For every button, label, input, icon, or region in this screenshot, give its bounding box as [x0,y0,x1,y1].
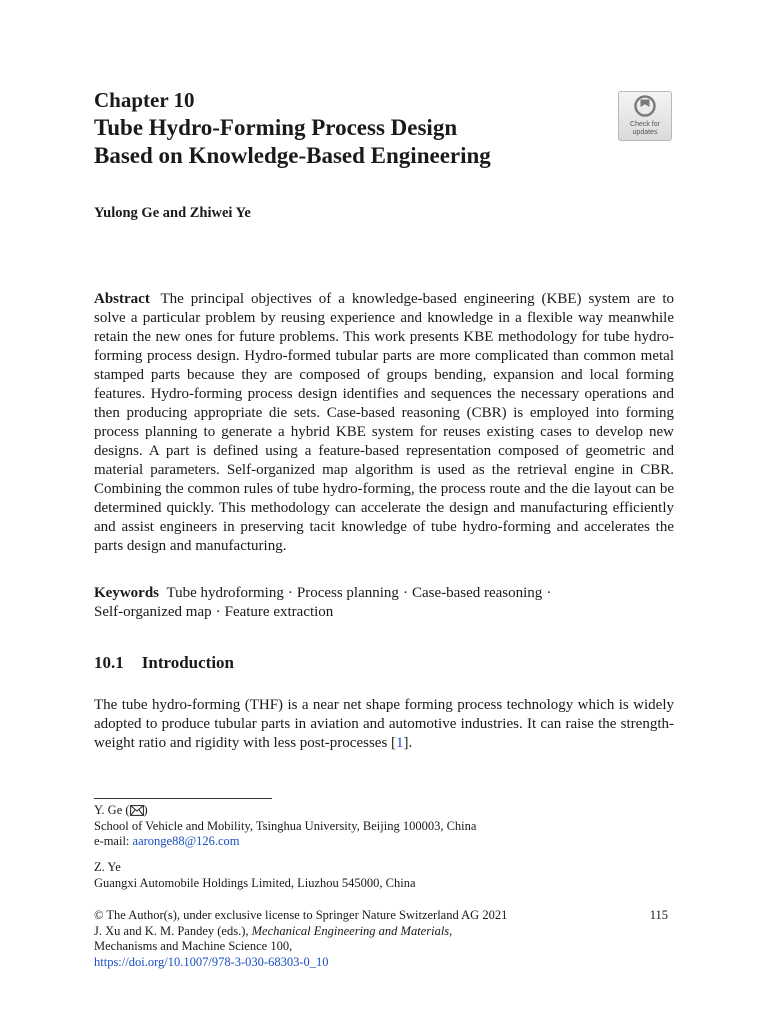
paper-page [94,0,674,1024]
footnote-divider [94,798,272,799]
keyword-item: Tube hydroforming [166,585,284,601]
author-footnote-2 [94,860,674,891]
copyright-line: © The Author(s), under exclusive license to Springer Nature Switzerland AG 2021 [94,908,508,922]
chapter-label: Chapter 10 [94,88,195,112]
doi-link[interactable]: https://doi.org/10.1007/978-3-030-68303-0_10 [94,954,329,969]
keywords [94,584,674,622]
citation-link[interactable]: 1 [396,735,404,751]
envelope-icon [130,805,144,816]
email-link[interactable]: aaronge88@126.com [132,834,240,848]
abstract-text: The principal objectives of a knowledge-based engineering (KBE) system are to solve a particular problem by reusing experience and knowledge in a flexible way meanwhile retain the new ones for future problems. This work presents KBE methodology for tube hydro-forming process design. Hydro-formed tubular parts are more complicated than common metal stamped parts because they are composed of groups bending, expansion and local forming features. Hydro-forming process design identifies and sequences the necessary operations and then producing appropriate die sets. Case-based reasoning (CBR) is employed into forming process planning to generate a hybrid KBE system for reuses existing cases to develop new designs. A part is defined using a feature-based representation composed of geometric and material parameters. Self-organized map algorithm is used as the retrieval engine in CBR. Combining the common rules of tube hydro-forming, the process route and the die layout can be determined quickly. This methodology can accelerate the design and manufacturing efficiently and assist engineers in preserving tacit knowledge of tube hydro-forming and accelerates the parts design and manufacturing. [94,291,674,554]
check-for-updates-label: Check for updates [630,121,660,136]
editors-line: J. Xu and K. M. Pandey (eds.), Mechanical Engineering and Materials, [94,923,453,938]
chapter-title [94,114,594,170]
footnote-affiliation: School of Vehicle and Mobility, Tsinghua University, Beijing 100003, China [94,818,477,833]
intro-paragraph: The tube hydro-forming (THF) is a near net shape forming process technology which is widely adopted to produce tubular parts in aviation and automotive industries. It can raise the strength-weight ratio and rigidity with less post-processes [1]. [94,697,674,751]
author-list: Yulong Ge and Zhiwei Ye [94,205,251,221]
publication-info [94,908,674,970]
footnote-email: e-mail: aaronge88@126.com [94,834,240,848]
abstract [94,290,674,556]
keyword-separator: · [215,604,221,620]
footnote-affiliation: Guangxi Automobile Holdings Limited, Liuzhou 545000, China [94,875,416,890]
keyword-item: Self-organized map [94,604,212,620]
section-number: 10.1 [94,653,124,672]
series-line: Mechanisms and Machine Science 100, [94,939,293,953]
footnote-author-name: Y. Ge ( ) [94,803,148,817]
chapter-title-line-1: Tube Hydro-Forming Process Design [94,115,458,140]
check-for-updates-badge[interactable] [618,91,672,141]
section-heading [94,652,234,674]
footnote-author-name: Z. Ye [94,860,121,874]
keyword-item: Case-based reasoning [411,585,543,601]
keywords-label: Keywords [94,585,159,601]
book-title: Mechanical Engineering and Materials [251,923,450,938]
author-footnote-1 [94,803,674,850]
page-number: 115 [649,908,668,922]
section-title: Introduction [141,653,235,672]
chapter-title-line-2: Based on Knowledge-Based Engineering [94,143,491,168]
keyword-separator: · [546,585,552,601]
keyword-item: Process planning [296,585,399,601]
keyword-separator: · [402,585,408,601]
keyword-item: Feature extraction [224,604,334,620]
abstract-label: Abstract [94,291,150,307]
keyword-separator: · [287,585,293,601]
check-for-updates-icon [634,95,656,119]
